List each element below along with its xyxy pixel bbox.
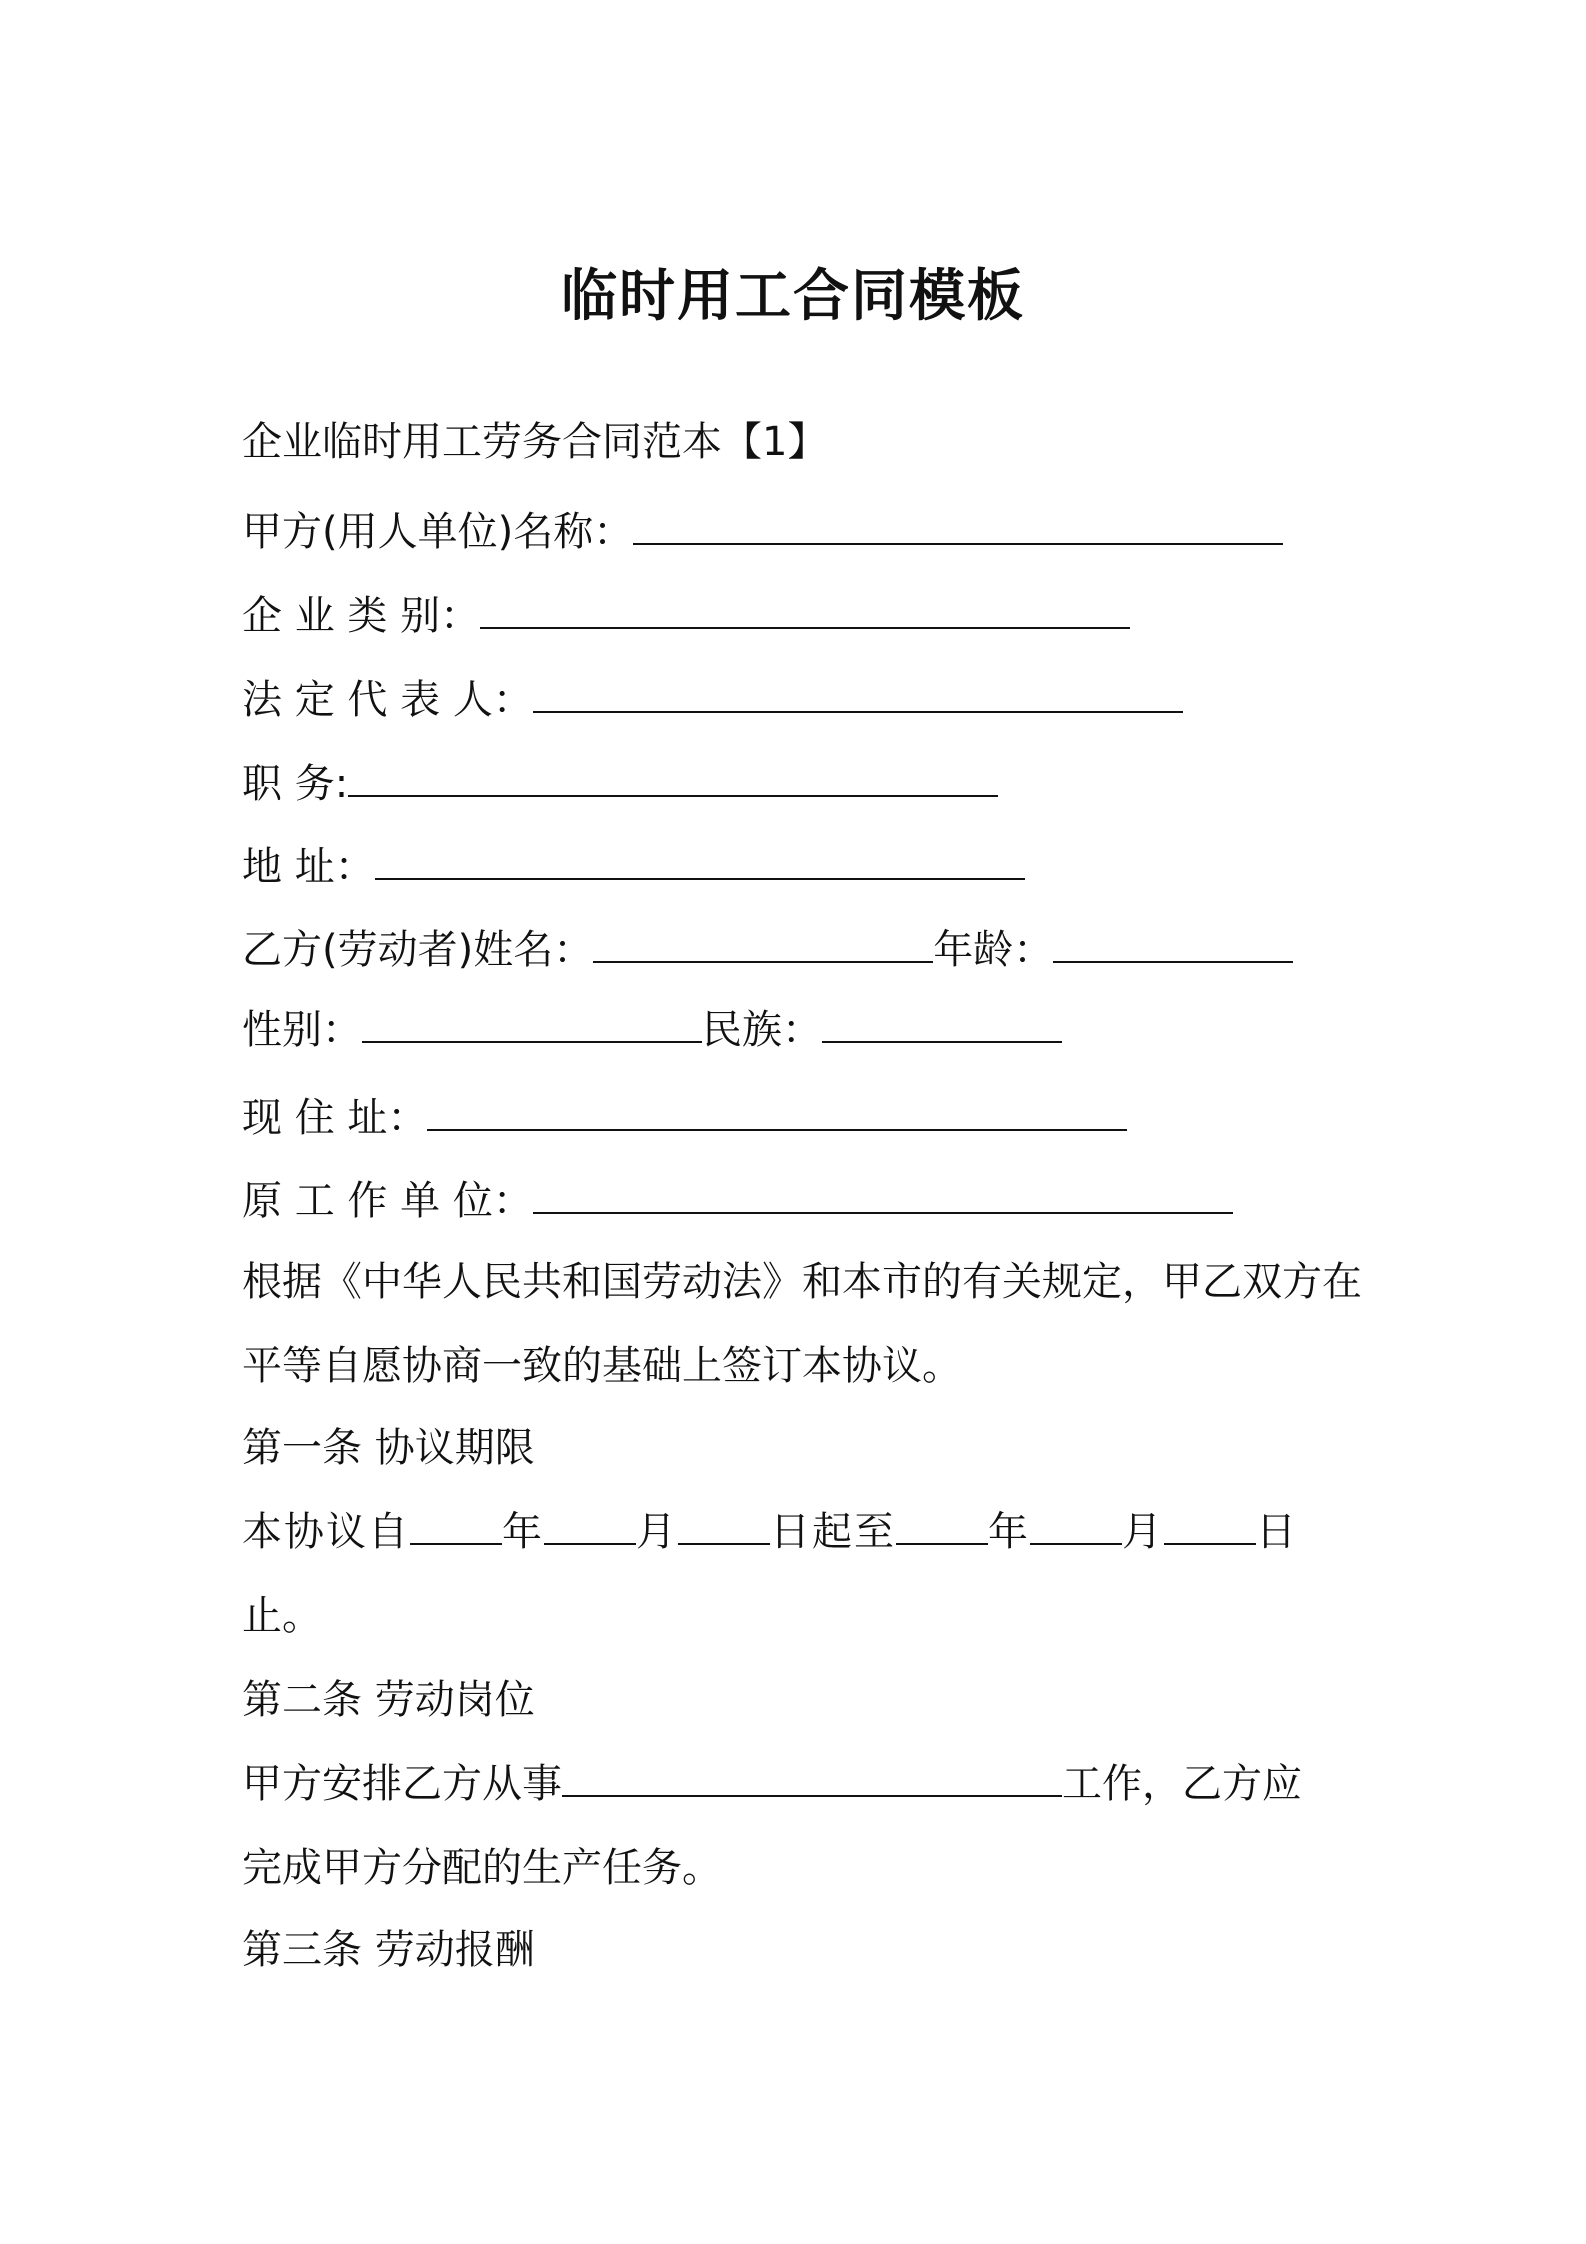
ethnicity-blank[interactable] bbox=[822, 1040, 1062, 1043]
start-year-blank[interactable] bbox=[410, 1542, 502, 1545]
job-blank[interactable] bbox=[562, 1794, 1062, 1797]
end-year-blank[interactable] bbox=[896, 1542, 988, 1545]
age-blank[interactable] bbox=[1053, 960, 1293, 963]
former-employer-blank[interactable] bbox=[533, 1211, 1233, 1214]
current-address-blank[interactable] bbox=[427, 1128, 1127, 1131]
article-2-text-a: 甲方安排乙方从事 bbox=[242, 1761, 562, 1807]
end-year-label: 年 bbox=[988, 1509, 1030, 1555]
start-day-blank[interactable] bbox=[678, 1542, 770, 1545]
position-label: 职 务: bbox=[242, 761, 349, 807]
legal-rep-label: 法 定 代 表 人： bbox=[242, 677, 533, 723]
legal-rep-blank[interactable] bbox=[533, 710, 1183, 713]
gender-blank[interactable] bbox=[362, 1040, 702, 1043]
company-type-row bbox=[242, 592, 1130, 640]
current-address-row bbox=[242, 1094, 1127, 1142]
party-a-name-blank[interactable] bbox=[633, 542, 1283, 545]
address-row bbox=[242, 843, 1025, 891]
article-1-heading: 第一条 协议期限 bbox=[242, 1425, 535, 1471]
current-address-label: 现 住 址： bbox=[242, 1095, 428, 1141]
document-title: 临时用工合同模板 bbox=[561, 264, 1025, 329]
position-blank[interactable] bbox=[348, 794, 998, 797]
article-3-heading: 第三条 劳动报酬 bbox=[242, 1927, 535, 1973]
company-type-blank[interactable] bbox=[480, 626, 1130, 629]
article-1-end: 止。 bbox=[242, 1593, 322, 1639]
party-a-name-row bbox=[242, 508, 1283, 556]
end-month-blank[interactable] bbox=[1030, 1542, 1122, 1545]
article-2-text-c: 完成甲方分配的生产任务。 bbox=[242, 1845, 722, 1891]
article-2-heading: 第二条 劳动岗位 bbox=[242, 1677, 535, 1723]
end-day-blank[interactable] bbox=[1164, 1542, 1256, 1545]
article-2-text-b: 工作，乙方应 bbox=[1062, 1761, 1302, 1807]
former-employer-label: 原 工 作 单 位： bbox=[242, 1178, 533, 1224]
former-employer-row bbox=[242, 1177, 1233, 1225]
article-2-text bbox=[242, 1760, 1302, 1808]
end-month-label: 月 bbox=[1122, 1509, 1164, 1555]
start-day-label: 日起至 bbox=[770, 1509, 896, 1555]
article-1-from-label: 本协议自 bbox=[242, 1509, 410, 1555]
party-b-name-row bbox=[242, 926, 1293, 974]
intro-paragraph: 根据《中华人民共和国劳动法》和本市的有关规定，甲乙双方在平等自愿协商一致的基础上签订本协议。 bbox=[242, 1259, 1362, 1389]
gender-row bbox=[242, 1006, 1062, 1054]
gender-label: 性别： bbox=[242, 1007, 362, 1053]
legal-rep-row bbox=[242, 676, 1183, 724]
end-day-label: 日 bbox=[1256, 1509, 1298, 1555]
address-label: 地 址： bbox=[242, 844, 375, 890]
position-row bbox=[242, 760, 998, 808]
party-b-name-label: 乙方(劳动者)姓名： bbox=[242, 927, 594, 973]
address-blank[interactable] bbox=[375, 877, 1025, 880]
start-year-label: 年 bbox=[502, 1509, 544, 1555]
party-b-name-blank[interactable] bbox=[593, 960, 933, 963]
contract-subtitle: 企业临时用工劳务合同范本【1】 bbox=[242, 419, 828, 465]
ethnicity-label: 民族： bbox=[702, 1007, 822, 1053]
start-month-blank[interactable] bbox=[544, 1542, 636, 1545]
company-type-label: 企 业 类 别： bbox=[242, 593, 481, 639]
start-month-label: 月 bbox=[636, 1509, 678, 1555]
age-label: 年龄： bbox=[933, 927, 1054, 973]
party-a-name-label: 甲方(用人单位)名称： bbox=[242, 509, 634, 555]
article-1-text bbox=[242, 1508, 1298, 1556]
